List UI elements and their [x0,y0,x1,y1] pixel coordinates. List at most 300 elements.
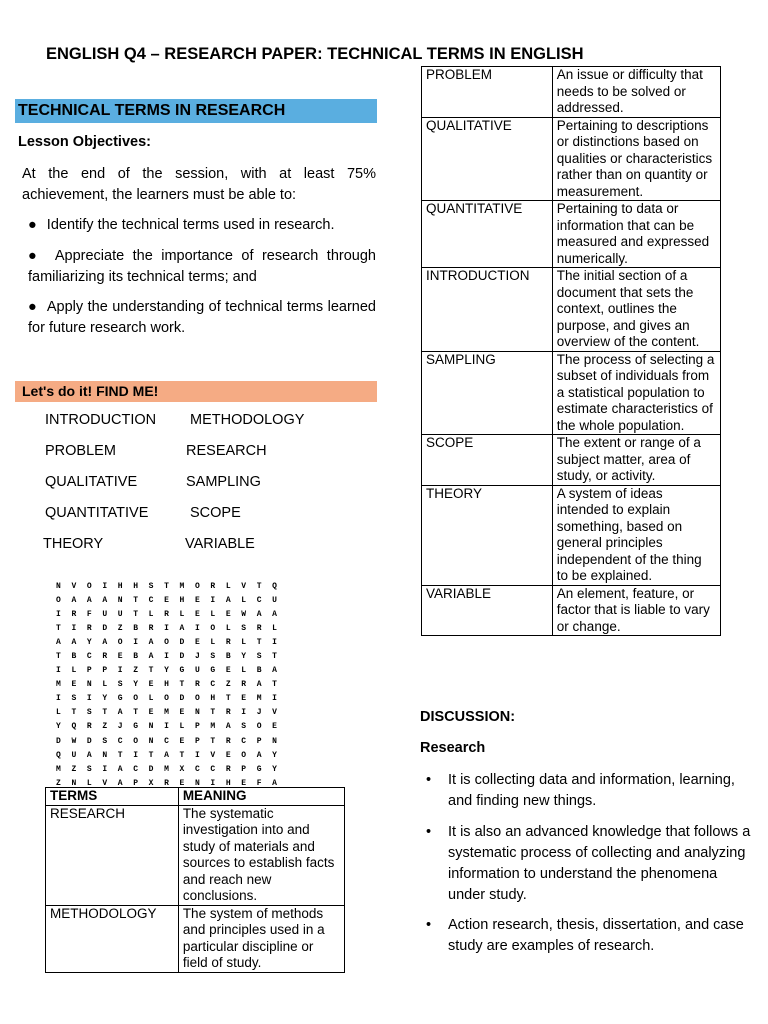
grid-letter: A [256,610,262,620]
grid-letter: D [179,638,185,648]
grid-letter: W [71,736,77,746]
grid-letter: Q [272,582,277,591]
grid-letter: Y [241,652,247,662]
word-list-item: INTRODUCTION [45,412,157,428]
grid-letter: M [179,582,185,591]
meaning-cell: A system of ideas intended to explain something, based on general principles independent of the thing to be explained. [552,485,720,585]
grid-letter: P [241,764,247,774]
grid-letter: P [194,722,200,732]
grid-letter: C [117,736,123,746]
grid-letter: A [86,750,92,760]
grid-letter: T [256,582,262,591]
grid-letter: L [148,694,154,704]
grid-letter: E [225,750,231,760]
grid-letter: Y [86,638,92,648]
term-cell: PROBLEM [422,67,553,118]
grid-letter: A [148,652,154,662]
grid-letter: A [179,624,185,634]
objective-item [28,215,376,236]
grid-letter: I [164,722,169,732]
grid-letter: I [102,764,108,774]
grid-letter: E [225,666,231,676]
grid-letter: H [225,778,231,788]
grid-letter: J [117,722,123,732]
grid-row [56,735,288,749]
grid-letter: E [148,708,154,718]
grid-letter: T [71,708,77,718]
table-row [422,435,721,486]
grid-row [56,720,288,734]
grid-letter: L [179,610,185,620]
objectives-intro: At the end of the session, with at least 75% achievement, the learners must be able to: [22,166,376,203]
grid-letter: R [102,652,108,662]
grid-letter: I [194,750,200,760]
grid-letter: R [148,624,154,634]
grid-letter: T [179,680,185,690]
table-header-row [46,788,345,806]
grid-letter: I [194,624,200,634]
grid-letter: D [148,764,154,774]
table-row [422,585,721,636]
grid-letter: M [56,764,61,774]
grid-letter: V [210,750,216,760]
grid-letter: A [86,596,92,606]
word-list-item: VARIABLE [185,536,255,552]
grid-letter: O [194,582,200,591]
grid-letter: W [241,610,247,620]
grid-letter: P [133,778,138,788]
grid-row [56,622,288,636]
grid-letter: L [225,582,231,591]
table-row [422,351,721,435]
grid-letter: L [148,610,154,620]
grid-letter: B [133,624,138,634]
grid-letter: A [272,610,277,620]
grid-letter: B [71,652,77,662]
grid-letter: L [241,638,247,648]
grid-letter: I [241,708,247,718]
grid-letter: G [117,694,123,704]
grid-letter: Y [272,764,277,774]
grid-letter: L [241,596,247,606]
grid-letter: U [102,610,108,620]
grid-letter: S [241,722,247,732]
meaning-cell: An element, feature, or factor that is liable to vary or change. [552,585,720,636]
grid-letter: M [256,694,262,704]
grid-letter: E [194,610,200,620]
grid-letter: L [241,666,247,676]
grid-letter: P [102,666,108,676]
grid-letter: T [133,610,138,620]
grid-letter: E [148,680,154,690]
grid-letter: T [164,582,169,591]
grid-letter: O [133,736,138,746]
grid-letter: C [148,596,154,606]
definitions-table [421,66,721,636]
grid-letter: T [179,750,185,760]
grid-letter: T [117,750,123,760]
grid-letter: E [164,596,169,606]
grid-letter: Y [272,750,277,760]
grid-letter: R [194,680,200,690]
grid-letter: I [133,750,138,760]
grid-letter: P [256,736,262,746]
grid-letter: S [210,652,216,662]
term-cell: VARIABLE [422,585,553,636]
discussion-text: It is also an advanced knowledge that follows a systematic process of collecting and analyzing information to understand the phenomena under study. [448,824,751,903]
grid-letter: L [102,680,108,690]
grid-letter: A [272,778,277,788]
grid-letter: T [272,652,277,662]
grid-letter: B [256,666,262,676]
grid-row [56,749,288,763]
grid-letter: Y [102,694,108,704]
bullet-icon: ● [28,217,37,233]
word-list-item: THEORY [43,536,104,552]
grid-letter: G [210,666,216,676]
grid-row [56,636,288,650]
grid-letter: Q [56,750,61,760]
meaning-cell: The process of selecting a subset of individuals from a statistical population to estimate characteristics of the whole population. [552,351,720,435]
grid-letter: L [86,778,92,788]
grid-letter: E [71,680,77,690]
word-list-item: METHODOLOGY [190,412,305,428]
grid-letter: D [179,694,185,704]
grid-letter: O [256,722,262,732]
grid-letter: J [256,708,262,718]
grid-letter: N [194,708,200,718]
grid-letter: D [102,624,108,634]
grid-letter: N [56,582,61,591]
grid-letter: F [86,610,92,620]
grid-letter: N [148,722,154,732]
grid-letter: O [86,582,92,591]
grid-letter: C [210,764,216,774]
grid-letter: T [210,708,216,718]
word-list-item: SAMPLING [186,474,261,490]
grid-letter: F [256,778,262,788]
grid-letter: N [272,736,277,746]
column-header-terms: TERMS [46,788,179,806]
grid-letter: Z [71,764,77,774]
term-cell: METHODOLOGY [46,905,179,972]
grid-letter: A [102,638,108,648]
grid-letter: S [117,680,123,690]
table-row [422,117,721,201]
grid-letter: I [210,778,216,788]
grid-row [56,594,288,608]
grid-letter: M [56,680,61,690]
grid-letter: O [241,750,247,760]
grid-letter: U [117,610,123,620]
discussion-title: DISCUSSION: [420,709,516,725]
grid-letter: I [210,596,216,606]
grid-letter: C [210,680,216,690]
grid-letter: N [102,750,108,760]
grid-letter: A [71,638,77,648]
grid-letter: I [133,638,138,648]
grid-letter: I [164,624,169,634]
grid-letter: V [272,708,277,718]
grid-letter: I [272,694,277,704]
grid-letter: T [256,638,262,648]
table-row [46,905,345,972]
bullet-icon: • [426,917,432,933]
grid-letter: S [256,652,262,662]
grid-letter: C [241,736,247,746]
grid-letter: N [194,778,200,788]
grid-letter: Q [71,722,77,732]
word-search-grid [56,580,288,791]
grid-letter: N [71,778,77,788]
grid-letter: I [164,652,169,662]
grid-letter: J [194,652,200,662]
grid-letter: T [133,596,138,606]
grid-letter: O [133,694,138,704]
grid-letter: A [164,750,169,760]
grid-row [56,580,288,594]
grid-letter: X [179,764,185,774]
grid-letter: U [71,750,77,760]
grid-letter: H [133,582,138,591]
objective-text: Appreciate the importance of research through familiarizing its technical terms; and [28,248,376,285]
grid-letter: B [225,652,231,662]
grid-letter: I [117,666,123,676]
grid-letter: A [102,596,108,606]
grid-letter: H [179,596,185,606]
grid-letter: R [225,708,231,718]
grid-letter: T [133,708,138,718]
grid-letter: H [210,694,216,704]
objective-text: Apply the understanding of technical terms learned for future research work. [28,299,376,336]
grid-letter: H [117,582,123,591]
grid-letter: A [225,722,231,732]
activity-heading: Let's do it! FIND ME! [15,381,377,402]
grid-letter: S [148,582,154,591]
grid-letter: A [117,708,123,718]
grid-letter: X [148,778,154,788]
grid-letter: L [71,666,77,676]
grid-letter: C [86,652,92,662]
term-cell: THEORY [422,485,553,585]
grid-letter: Y [56,722,61,732]
grid-letter: A [225,596,231,606]
word-list-item: QUANTITATIVE [45,505,149,521]
grid-letter: R [225,736,231,746]
objective-item [28,246,376,287]
grid-letter: L [210,638,216,648]
grid-letter: A [71,596,77,606]
grid-row [56,664,288,678]
term-cell: QUANTITATIVE [422,201,553,268]
objective-text: Identify the technical terms used in research. [46,217,335,233]
discussion-item [426,770,756,812]
grid-letter: R [225,638,231,648]
bullet-icon: • [426,824,432,840]
term-cell: QUALITATIVE [422,117,553,201]
grid-letter: B [133,652,138,662]
grid-letter: O [194,694,200,704]
grid-letter: S [102,736,108,746]
grid-letter: R [210,582,216,591]
grid-letter: S [86,708,92,718]
term-cell: INTRODUCTION [422,268,553,352]
grid-letter: D [179,652,185,662]
grid-letter: O [210,624,216,634]
grid-letter: C [133,764,138,774]
grid-row [56,706,288,720]
grid-letter: I [272,638,277,648]
word-list-item: PROBLEM [45,443,116,459]
grid-letter: U [194,666,200,676]
grid-letter: R [256,624,262,634]
grid-letter: S [241,624,247,634]
grid-letter: R [71,610,77,620]
grid-letter: N [148,736,154,746]
grid-letter: Z [133,666,138,676]
grid-letter: E [179,708,185,718]
grid-letter: R [241,680,247,690]
grid-letter: M [210,722,216,732]
grid-letter: L [225,624,231,634]
meaning-cell: The systematic investigation into and study of materials and sources to establish facts and reach new conclusions. [178,805,344,905]
grid-letter: E [225,610,231,620]
grid-letter: E [241,694,247,704]
grid-row [56,650,288,664]
column-header-meaning: MEANING [178,788,344,806]
grid-letter: A [148,638,154,648]
grid-letter: V [71,582,77,591]
meaning-cell: Pertaining to data or information that can be measured and expressed numerically. [552,201,720,268]
grid-letter: I [56,610,61,620]
grid-letter: Y [164,666,169,676]
discussion-subtitle: Research [420,740,486,756]
objective-item [28,297,376,338]
grid-letter: T [56,624,61,634]
grid-letter: Z [117,624,123,634]
bullet-icon: • [426,772,432,788]
grid-row [56,763,288,777]
grid-letter: L [179,722,185,732]
grid-letter: C [194,764,200,774]
grid-letter: M [164,764,169,774]
grid-letter: P [86,666,92,676]
objectives-title: Lesson Objectives: [18,134,151,150]
grid-letter: N [86,680,92,690]
grid-letter: R [164,778,169,788]
grid-letter: E [117,652,123,662]
grid-letter: M [164,708,169,718]
term-cell: SCOPE [422,435,553,486]
grid-letter: E [179,736,185,746]
grid-letter: T [210,736,216,746]
bullet-icon: ● [28,299,38,315]
grid-letter: P [194,736,200,746]
grid-letter: V [102,778,108,788]
grid-letter: A [117,764,123,774]
grid-letter: G [179,666,185,676]
grid-letter: I [56,666,61,676]
grid-letter: O [164,638,169,648]
section-heading: TECHNICAL TERMS IN RESEARCH [15,99,377,123]
grid-letter: Z [56,778,61,788]
discussion-text: Action research, thesis, dissertation, and case study are examples of research. [448,917,744,954]
meaning-cell: An issue or difficulty that needs to be solved or addressed. [552,67,720,118]
grid-letter: I [56,694,61,704]
grid-letter: N [117,596,123,606]
word-list-item: QUALITATIVE [45,474,138,490]
grid-letter: L [272,624,277,634]
word-list-item: SCOPE [190,505,241,521]
grid-letter: Z [102,722,108,732]
grid-letter: R [225,764,231,774]
grid-letter: L [210,610,216,620]
grid-letter: E [272,722,277,732]
word-list-item: RESEARCH [186,443,267,459]
grid-letter: T [148,666,154,676]
grid-letter: A [256,750,262,760]
grid-letter: C [256,596,262,606]
table-row [46,805,345,905]
grid-letter: D [56,736,61,746]
grid-letter: G [133,722,138,732]
meaning-cell: The initial section of a document that sets the context, outlines the purpose, and gives an overview of the content. [552,268,720,352]
grid-letter: T [102,708,108,718]
grid-letter: A [272,666,277,676]
grid-letter: D [86,736,92,746]
grid-letter: E [194,596,200,606]
bullet-icon: ● [28,248,42,264]
term-cell: RESEARCH [46,805,179,905]
grid-row [56,692,288,706]
meaning-cell: The extent or range of a subject matter, area of study, or activity. [552,435,720,486]
table-row [422,268,721,352]
grid-letter: R [164,610,169,620]
grid-letter: E [179,778,185,788]
discussion-item [426,915,756,957]
grid-letter: T [56,652,61,662]
grid-letter: C [164,736,169,746]
grid-letter: T [148,750,154,760]
grid-letter: V [241,582,247,591]
meaning-cell: The system of methods and principles used in a particular discipline or field of study. [178,905,344,972]
grid-letter: T [272,680,277,690]
grid-letter: H [164,680,169,690]
page-title: ENGLISH Q4 – RESEARCH PAPER: TECHNICAL TERMS IN ENGLISH [46,45,584,63]
grid-letter: O [117,638,123,648]
grid-letter: T [225,694,231,704]
table-row [422,485,721,585]
meaning-cell: Pertaining to descriptions or distinctions based on qualities or characteristics rather than on quantity or measurement. [552,117,720,201]
grid-letter: I [102,582,108,591]
grid-letter: Z [225,680,231,690]
grid-letter: L [56,708,61,718]
grid-letter: Y [133,680,138,690]
discussion-item [426,822,756,906]
grid-letter: A [256,680,262,690]
table-row [422,201,721,268]
grid-letter: R [86,722,92,732]
grid-row [56,608,288,622]
grid-row [56,678,288,692]
discussion-text: It is collecting data and information, learning, and finding new things. [448,772,735,809]
grid-letter: R [86,624,92,634]
grid-letter: A [56,638,61,648]
grid-letter: E [194,638,200,648]
grid-letter: I [71,624,77,634]
grid-letter: U [272,596,277,606]
grid-letter: A [117,778,123,788]
